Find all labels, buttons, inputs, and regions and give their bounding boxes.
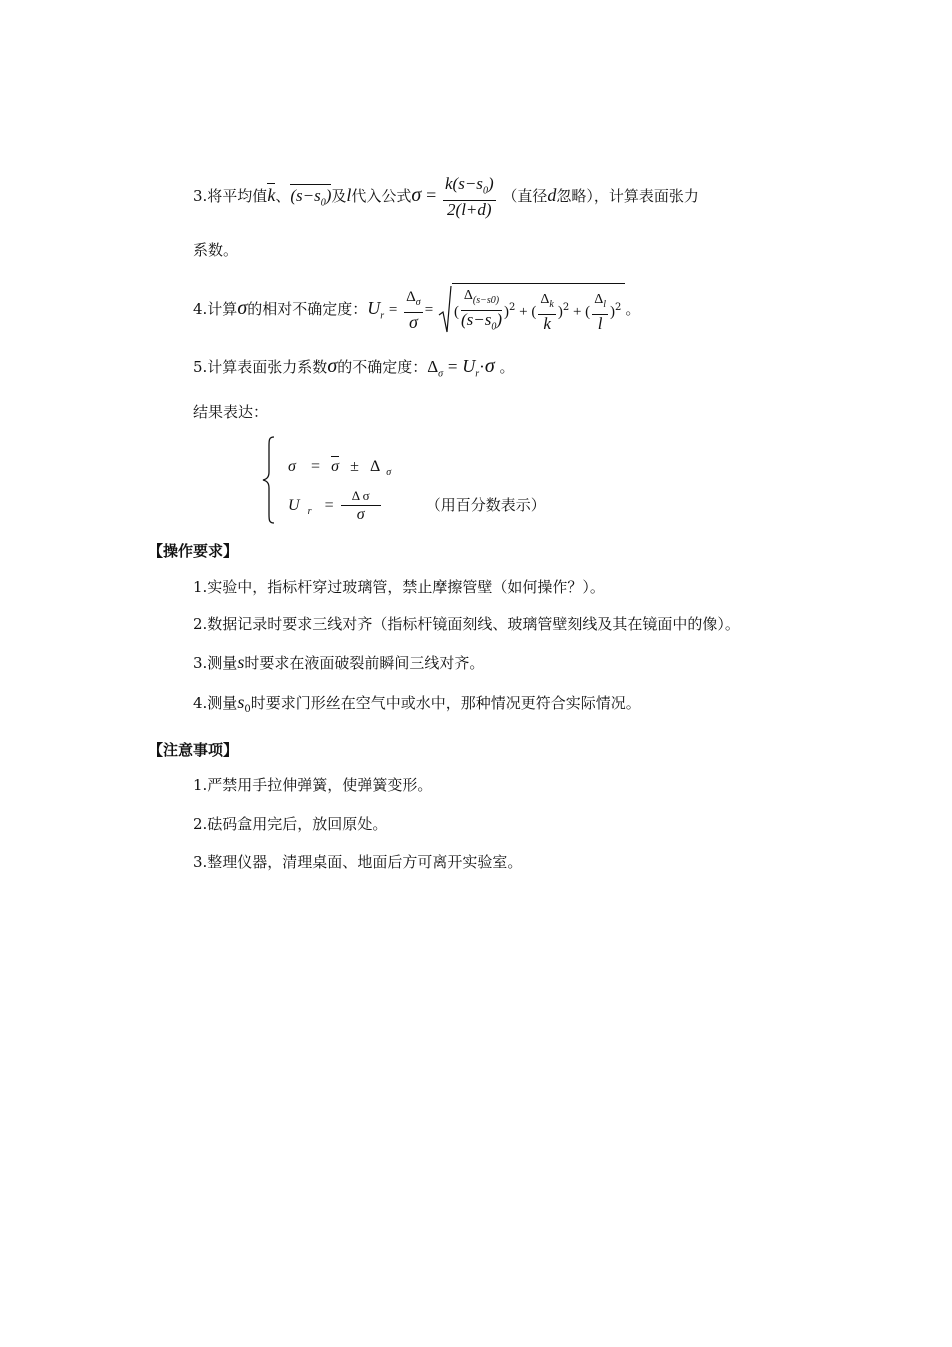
result-label: 结果表达： xyxy=(193,403,269,421)
delta-sigma-num: $\Delta_\sigma$ xyxy=(404,288,423,313)
notes-item-2: 2.砝码盒用完后，放回原处。 xyxy=(193,815,388,833)
note-close: 忽略），计算表面张力 xyxy=(556,187,699,206)
l-var: l xyxy=(346,185,352,206)
sqrt-sign-icon xyxy=(438,285,452,335)
item3-continuation: 系数。 xyxy=(193,241,239,259)
s-minus-s0-bar: $(s-s_0)$ xyxy=(290,186,332,209)
sigma-denominator: 2(l+d) xyxy=(447,200,492,220)
operations-heading: 【操作要求】 xyxy=(148,542,239,560)
item5-end: 。 xyxy=(499,358,515,376)
sigma-symbol-2: σ xyxy=(484,355,495,377)
result-ur-line: U $_r$ = $\frac{\text{Δ σ}}{\sigma}$ （用百分数表示） xyxy=(288,488,546,523)
l-fraction xyxy=(592,291,608,333)
notes-item-1: 1.严禁用手拉伸弹簧，使弹簧变形。 xyxy=(193,776,433,794)
operations-item-4: 4.测量$s_0$时要求门形丝在空气中或水中，那种情况更符合实际情况。 xyxy=(193,692,641,715)
equals-sign-2: = xyxy=(424,301,434,318)
sigma-symbol: σ xyxy=(237,296,248,319)
operations-item-2: 2.数据记录时要求三线对齐（指标杆镜面刻线、玻璃管壁刻线及其在镜面中的像）。 xyxy=(193,615,740,633)
notes-item-3: 3.整理仪器，清理桌面、地面后方可离开实验室。 xyxy=(193,853,523,871)
item3-line xyxy=(193,175,699,222)
ur-symbol: $U_r$ xyxy=(462,356,480,380)
s-denom: $(s-s_0)$ xyxy=(460,310,503,333)
sigma-symbol: σ xyxy=(411,184,422,207)
item4-prefix: 4.计算 xyxy=(193,299,238,318)
d-var: d xyxy=(547,185,557,206)
into-formula-label: 代入公式 xyxy=(351,187,412,206)
dot-operator: · xyxy=(479,357,485,376)
equals-sign: = xyxy=(388,301,398,318)
item4-middle: 的相对不确定度： xyxy=(247,299,368,318)
sigma-symbol: σ xyxy=(327,355,338,377)
result-sigma-line: σ = σ ± Δ $_\sigma$ xyxy=(288,458,392,479)
ur-symbol: $U_r$ xyxy=(367,297,385,322)
relative-fraction xyxy=(404,288,423,331)
notes-heading: 【注意事项】 xyxy=(148,741,239,759)
delta-k-num: $\Delta_k$ xyxy=(538,291,555,315)
k-bar: k xyxy=(267,185,276,206)
and-label: 及 xyxy=(331,187,347,206)
item5-prefix: 5.计算表面张力系数 xyxy=(193,358,328,376)
delta-s-num: $\Delta_{(s-s0)}$ xyxy=(461,287,502,311)
percent-note: （用百分数表示） xyxy=(425,496,546,514)
sigma-denom: σ xyxy=(408,312,418,333)
item5-middle: 的不确定度： xyxy=(337,358,428,376)
note-open: （直径 xyxy=(502,187,548,206)
operations-item-1: 1.实验中，指标杆穿过玻璃管，禁止摩擦管壁（如何操作？）。 xyxy=(193,578,605,596)
item3-sep: 、 xyxy=(275,187,291,206)
delta-l-num: $\Delta_l$ xyxy=(592,291,608,315)
k-denom: k xyxy=(543,313,551,333)
equals-sign: = xyxy=(447,357,458,376)
result-block xyxy=(262,436,582,526)
k-fraction xyxy=(538,291,555,333)
item4-end: 。 xyxy=(625,299,641,318)
sigma-fraction xyxy=(443,175,496,219)
operations-item-3: 3.测量s时要求在液面破裂前瞬间三线对齐。 xyxy=(193,652,485,672)
sqrt-expression: ( $\frac{\Delta_{(s-s0)}}{(s-s_0)}$ )$^2$ + ( $\frac{\Delta_k}{k}$ )$^2$ + ( $\frac{\Delta_l}{l}$ )$^2$ xyxy=(438,283,625,337)
sigma-numerator: $k(s-s_0)$ xyxy=(443,175,496,201)
item4-line xyxy=(193,283,640,338)
left-brace-icon xyxy=(262,436,276,524)
delta-sigma: $\Delta_\sigma$ xyxy=(427,357,444,380)
s-fraction xyxy=(461,287,502,336)
equals-sign: = xyxy=(426,185,437,206)
item3-prefix: 3.将平均值 xyxy=(193,187,268,206)
l-denom: l xyxy=(597,313,603,333)
item5-line xyxy=(193,356,514,385)
